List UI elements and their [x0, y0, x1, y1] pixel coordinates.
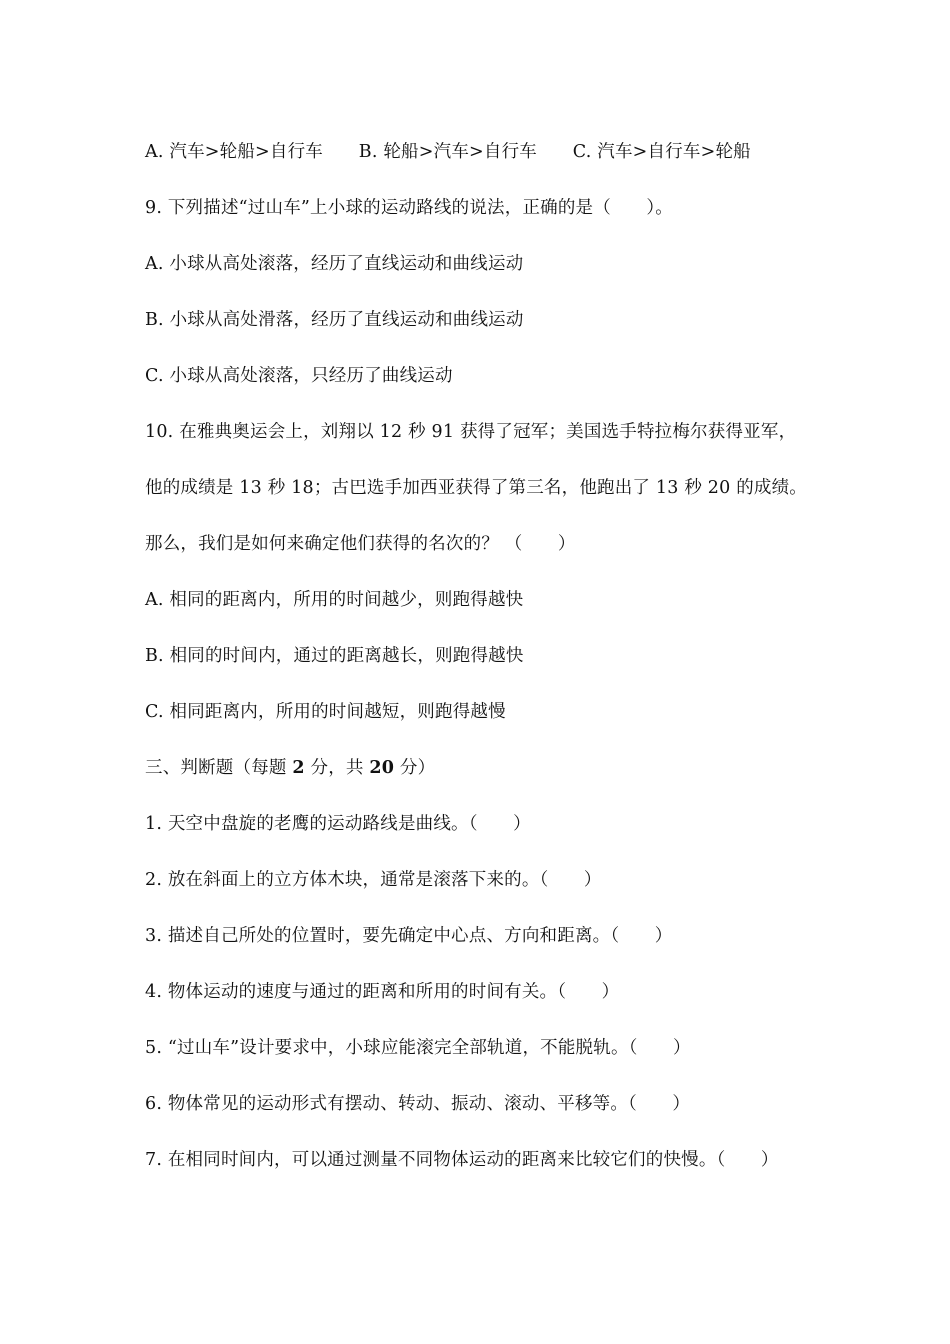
q10-stem-line-1: 10. 在雅典奥运会上，刘翔以 12 秒 91 获得了冠军；美国选手特拉梅尔获得亚军， — [145, 422, 797, 442]
judgment-item-4: 4. 物体运动的速度与通过的距离和所用的时间有关。（ ） — [145, 982, 620, 1002]
judgment-item-3: 3. 描述自己所处的位置时，要先确定中心点、方向和距离。（ ） — [145, 926, 673, 946]
judgment-item-7: 7. 在相同时间内，可以通过测量不同物体运动的距离来比较它们的快慢。（ ） — [145, 1150, 779, 1170]
q9-option-a: A. 小球从高处滚落，经历了直线运动和曲线运动 — [145, 254, 524, 274]
q8-option-b: B. 轮船>汽车>自行车 — [358, 142, 537, 162]
q10-option-c: C. 相同距离内，所用的时间越短，则跑得越慢 — [145, 702, 506, 722]
section-3-heading-mid: 分，共 — [304, 758, 370, 778]
judgment-item-2: 2. 放在斜面上的立方体木块，通常是滚落下来的。（ ） — [145, 870, 602, 890]
q10-stem-line-3: 那么，我们是如何来确定他们获得的名次的？ （ ） — [145, 534, 576, 554]
points-each: 2 — [292, 758, 305, 778]
judgment-item-6: 6. 物体常见的运动形式有摆动、转动、振动、滚动、平移等。（ ） — [145, 1094, 691, 1114]
q9-stem: 9. 下列描述“过山车”上小球的运动路线的说法，正确的是（ ）。 — [145, 198, 674, 218]
section-3-heading-suffix: 分） — [394, 758, 436, 778]
q9-option-b: B. 小球从高处滑落，经历了直线运动和曲线运动 — [145, 310, 524, 330]
judgment-item-1: 1. 天空中盘旋的老鹰的运动路线是曲线。（ ） — [145, 814, 531, 834]
section-3-heading-prefix: 三、判断题（每题 — [145, 758, 293, 778]
q10-option-b: B. 相同的时间内，通过的距离越长，则跑得越快 — [145, 646, 524, 666]
q9-option-c: C. 小球从高处滚落，只经历了曲线运动 — [145, 366, 453, 386]
points-total: 20 — [369, 758, 395, 778]
q10-option-a: A. 相同的距离内，所用的时间越少，则跑得越快 — [145, 590, 524, 610]
q8-option-a: A. 汽车>轮船>自行车 — [145, 142, 323, 162]
judgment-item-5: 5. “过山车”设计要求中，小球应能滚完全部轨道，不能脱轨。（ ） — [145, 1038, 691, 1058]
q8-options-row — [145, 138, 751, 166]
q8-option-c: C. 汽车>自行车>轮船 — [572, 142, 751, 162]
q10-stem-line-2: 他的成绩是 13 秒 18；古巴选手加西亚获得了第三名，他跑出了 13 秒 20 的成绩。 — [145, 478, 808, 498]
section-3-heading — [145, 754, 435, 782]
